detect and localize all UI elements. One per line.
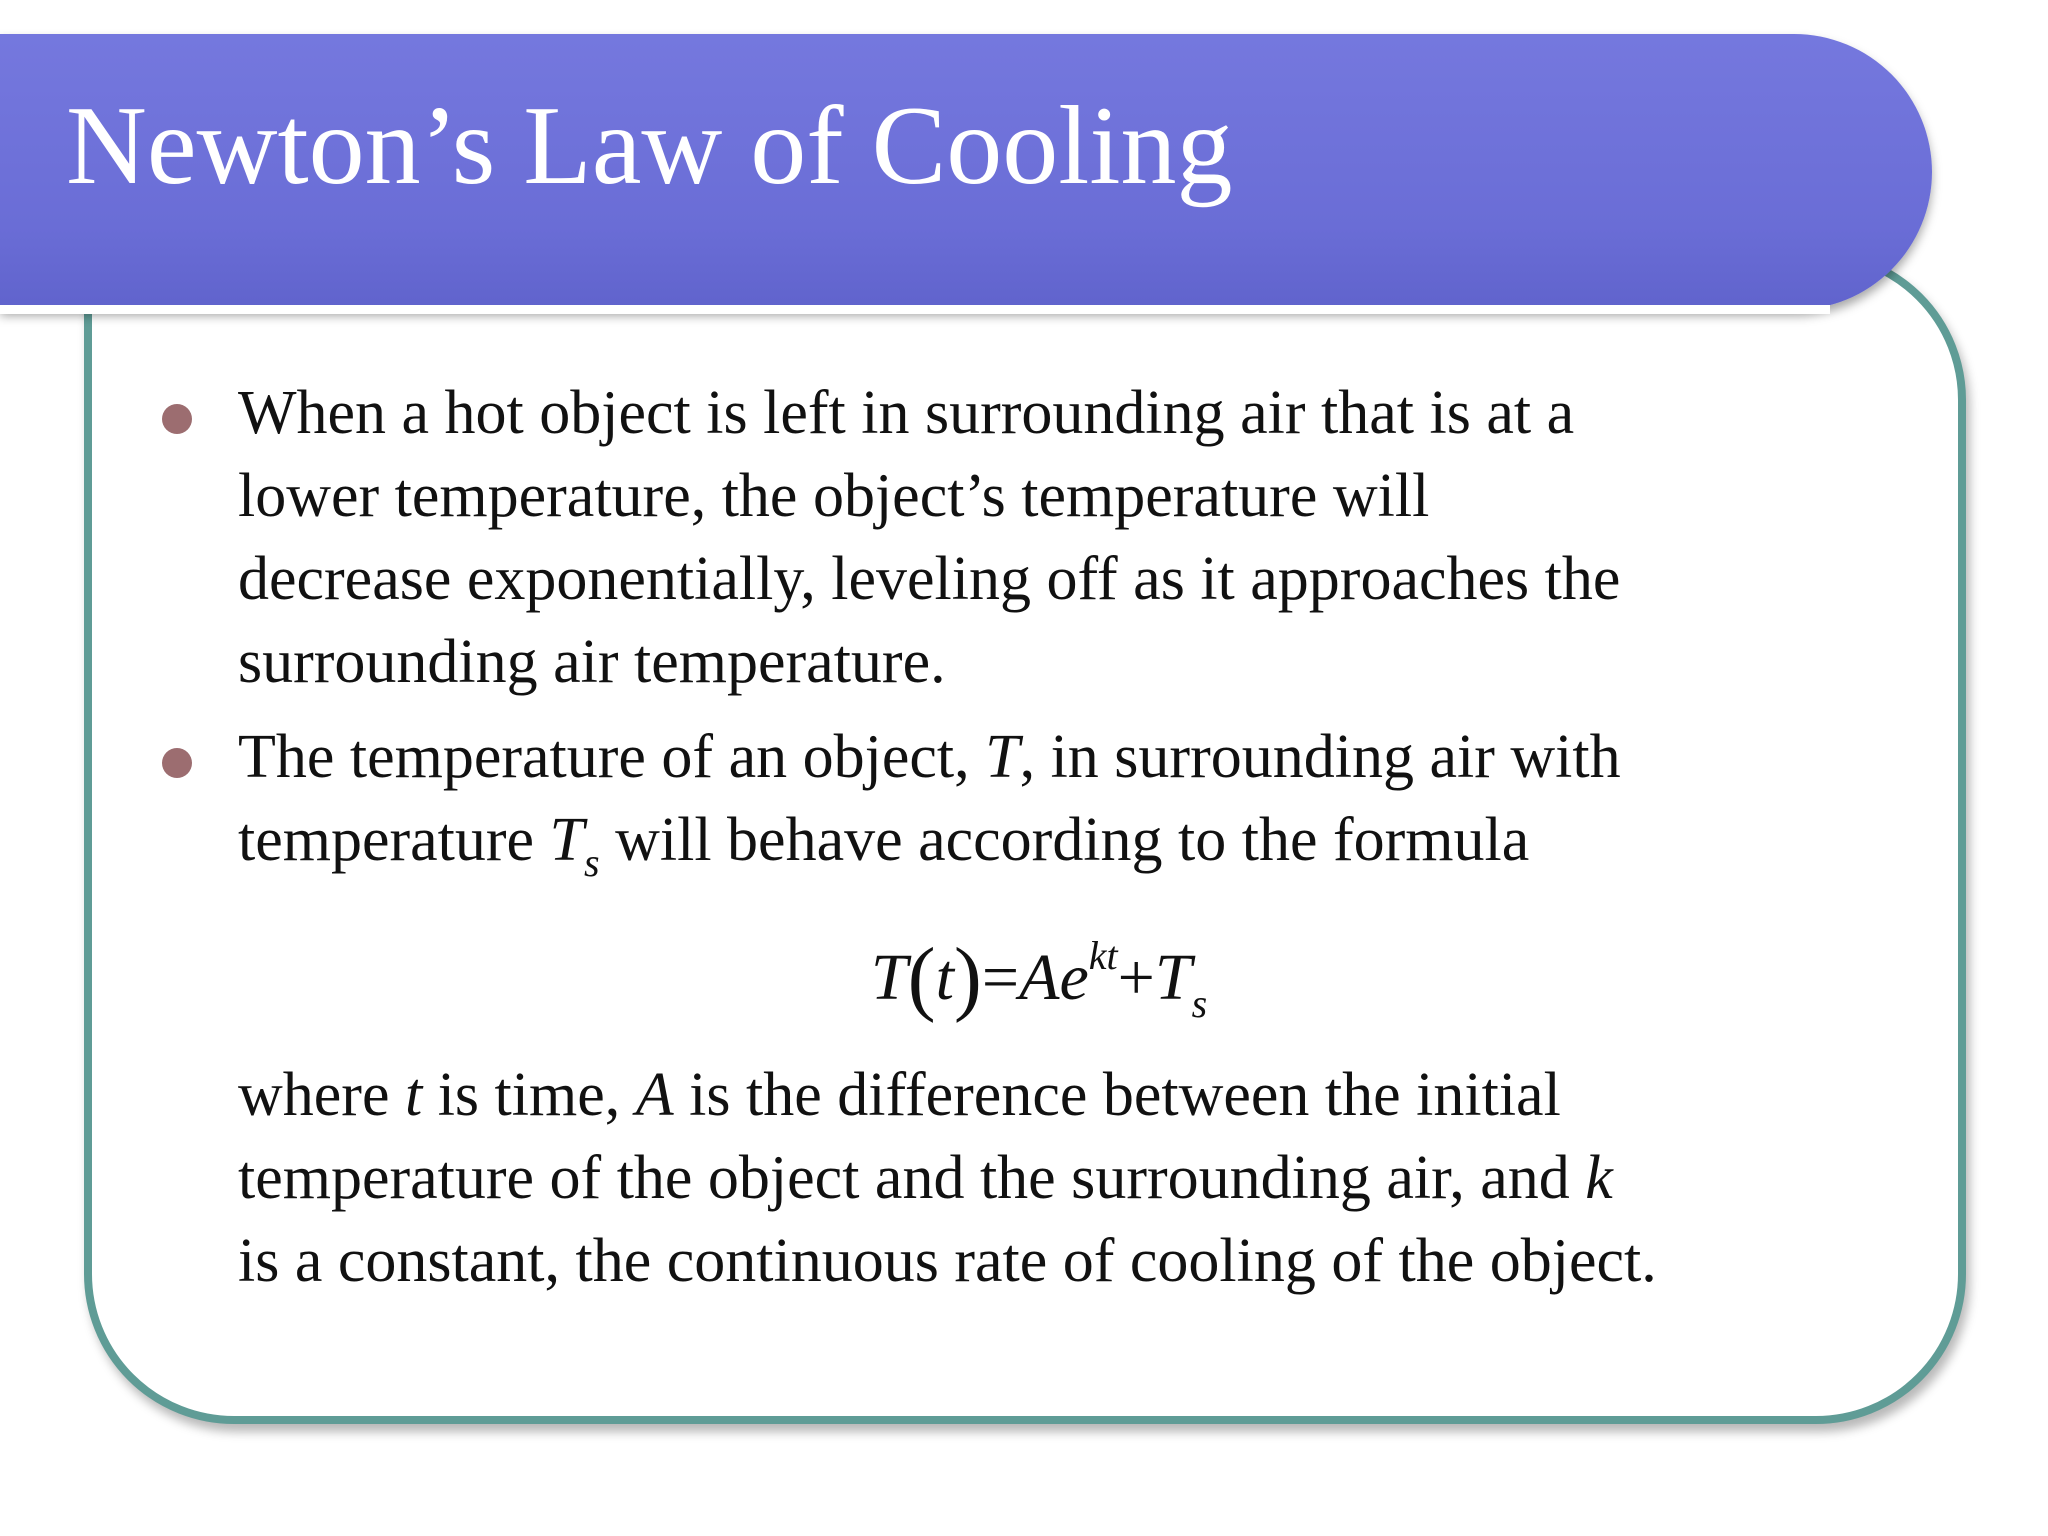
- bullet-dot-icon: [162, 748, 192, 778]
- bullet-1-line-4: surrounding air temperature.: [238, 628, 946, 696]
- subscript-s: s: [584, 840, 600, 885]
- bullet-list: [160, 372, 1920, 1315]
- formula-T: T: [870, 941, 908, 1014]
- bullet-item-1: [160, 372, 1920, 704]
- variable-A: A: [635, 1061, 674, 1129]
- variable-T: T: [549, 806, 585, 874]
- text-segment: will behave according to the formula: [599, 806, 1530, 874]
- formula: [238, 906, 1920, 1054]
- text-segment: temperature of the object and the surrounding air, and: [238, 1144, 1586, 1212]
- bullet-dot-icon: [162, 404, 192, 434]
- text-segment: temperature: [238, 806, 550, 874]
- formula-left-paren: (: [907, 931, 936, 1024]
- slide-title: Newton’s Law of Cooling: [66, 84, 1233, 208]
- bullet-1-line-1: When a hot object is left in surrounding air that is at a: [238, 379, 1575, 447]
- title-underline: [0, 305, 1830, 314]
- bullet-2-line-3: [238, 1054, 1920, 1137]
- formula-right-paren: ): [953, 931, 982, 1024]
- formula-t: t: [935, 941, 954, 1014]
- bullet-1-line-2: lower temperature, the object’s temperature will: [238, 462, 1430, 530]
- text-segment: is the difference between the initial: [673, 1061, 1561, 1129]
- formula-plus: +: [1117, 941, 1155, 1014]
- formula-Ae: Ae: [1019, 941, 1089, 1014]
- formula-Ts: T: [1154, 941, 1192, 1014]
- formula-subscript-s: s: [1191, 981, 1208, 1026]
- variable-t: t: [404, 1061, 423, 1129]
- text-segment: The temperature of an object,: [238, 723, 986, 791]
- formula-exponent: kt: [1088, 933, 1118, 978]
- bullet-2-line-1: [238, 716, 1920, 799]
- bullet-1-line-3: decrease exponentially, leveling off as it approaches the: [238, 545, 1621, 613]
- text-segment: where: [238, 1061, 405, 1129]
- formula-equals: =: [981, 941, 1020, 1014]
- variable-k: k: [1585, 1144, 1613, 1212]
- bullet-2-line-4: [238, 1137, 1920, 1220]
- bullet-item-2: [160, 716, 1920, 1303]
- bullet-2-line-5: is a constant, the continuous rate of cooling of the object.: [238, 1227, 1657, 1295]
- text-segment: , in surrounding air with: [1019, 723, 1621, 791]
- bullet-2-line-2: [238, 799, 1920, 904]
- text-segment: is time,: [422, 1061, 636, 1129]
- variable-T: T: [985, 723, 1020, 791]
